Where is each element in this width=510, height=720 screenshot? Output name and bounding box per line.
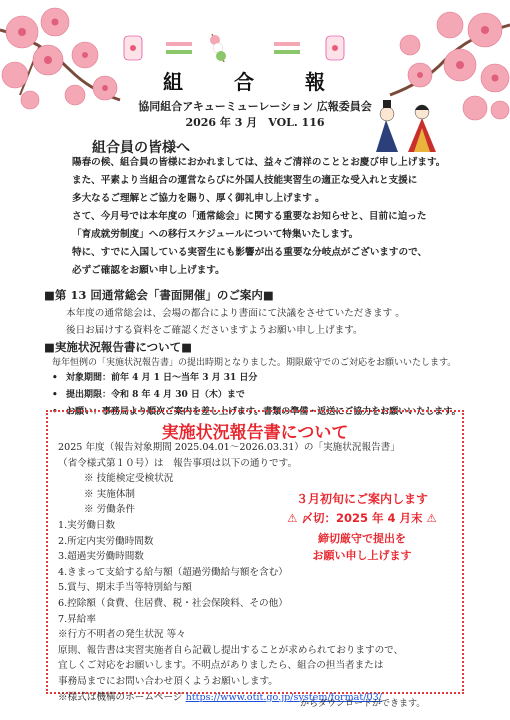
download-tail-text: からダウンロードができます。 bbox=[300, 699, 426, 709]
intro-line: 「育成就労制度」への移行スケジュールについて特集いたします。 bbox=[72, 229, 359, 240]
deadline-warning: ⚠ 〆切：2025 年 4 月末 ⚠ bbox=[287, 511, 437, 525]
box-line: 2.所定内実労働時間数 bbox=[58, 535, 154, 547]
greeting-heading: 組合員の皆様へ bbox=[92, 140, 190, 156]
box-line: ※ 技能検定受検状況 bbox=[84, 473, 174, 485]
deadline-request-line: 締切厳守で提出を bbox=[318, 532, 406, 545]
intro-line: 特に、すでに入国している実習生にも影響が出る重要な分岐点がございますので、 bbox=[72, 247, 428, 258]
box-line: 6.控除額（食費、住居費、税・社会保険料、その他） bbox=[58, 597, 288, 609]
section-line: 本年度の通常総会は、会場の都合により書面にて決議をさせていただきます 。 bbox=[66, 308, 405, 319]
intro-line: 多大なるご理解とご協力を賜り、厚く御礼申し上げます 。 bbox=[72, 193, 325, 204]
notice-box-title: 実施状況報告書について bbox=[161, 423, 349, 443]
box-line: ※ 労働条件 bbox=[84, 504, 136, 516]
intro-line: 陽春の候、組合員の皆様におかれましては、益々ご清祥のこととお慶び申し上げます。 bbox=[72, 157, 446, 168]
list-item: • お願い：事務局より順次ご案内を差し上げます。書類の準備・返送にご協力をお願いいたします。 bbox=[44, 404, 461, 421]
box-line: 1.実労働日数 bbox=[58, 519, 116, 531]
box-line: 事務局までにお問い合わせ頂くようお願いします。 bbox=[58, 675, 278, 687]
general-meeting-heading: ■第 13 回通常総会「書面開催」のご案内■ bbox=[44, 288, 274, 302]
box-line-text: ※様式は機構のホームページ bbox=[58, 691, 183, 703]
publisher-line: 協同組合アキューミューレーション 広報委員会 bbox=[138, 100, 372, 113]
list-item: • 対象期間：前年 4 月 1 日～当年 3 月 31 日分 bbox=[44, 370, 461, 387]
box-line: 宜しくご対応をお願いします。不明点がありましたら、組合の担当者または bbox=[58, 660, 384, 672]
issue-line: 2026 年 3 月 VOL. 116 bbox=[185, 116, 325, 129]
box-line: 5.賞与、期末手当等特別給与額 bbox=[58, 582, 192, 594]
list-item: • 提出期限：令和 8 年 4 月 30 日（木）まで bbox=[44, 387, 461, 404]
box-line: ※行方不明者の発生状況 等々 bbox=[58, 629, 186, 641]
box-line: 原則、報告書は実習実施者自ら記載し提出することが求められておりますので、 bbox=[58, 644, 404, 656]
section-line: 後日お届けする資料をご確認くださいますようお願い申し上げます。 bbox=[66, 325, 363, 336]
format-download-link[interactable]: https://www.otit.go.jp/system/format/03/ bbox=[185, 691, 382, 703]
box-line: （省令様式第１０号）は 報告事項は以下の通りです。 bbox=[58, 457, 298, 469]
deadline-request-line: お願い申し上げます bbox=[312, 549, 412, 562]
intro-line: 必ずご確認をお願い申し上げます。 bbox=[72, 265, 225, 276]
newsletter-title: 組 合 報 bbox=[163, 70, 347, 94]
box-line: 3.超過実労働時間数 bbox=[58, 551, 144, 563]
box-line: 7.昇給率 bbox=[58, 613, 96, 625]
hina-sweets-decoration bbox=[120, 28, 360, 68]
report-section-heading: ■実施状況報告書について■ bbox=[44, 340, 192, 354]
notice-box-text bbox=[58, 440, 403, 705]
general-meeting-text bbox=[66, 305, 405, 339]
intro-line: また、平素より当組合の運営ならびに外国人技能実習生の適正な受入れと支援に bbox=[72, 175, 418, 186]
intro-line: さて、今月号では本年度の「通常総会」に関する重要なお知らせと、目前に迫った bbox=[72, 211, 427, 222]
box-line: ※ 実施体制 bbox=[84, 488, 136, 500]
report-lead-text: 毎年恒例の「実施状況報告書」の提出時期となりました。期限厳守でのご対応をお願いいたします。 bbox=[52, 358, 457, 368]
box-line: 4.きまって支給する給与額（超過労働給与額を含む） bbox=[58, 566, 288, 578]
notice-announcement: ３月初旬にご案内します bbox=[295, 492, 428, 506]
box-line: 2025 年度（報告対象期間 2025.04.01～2026.03.31）の「実施状況報告書」 bbox=[58, 442, 400, 453]
intro-paragraph bbox=[72, 154, 445, 280]
